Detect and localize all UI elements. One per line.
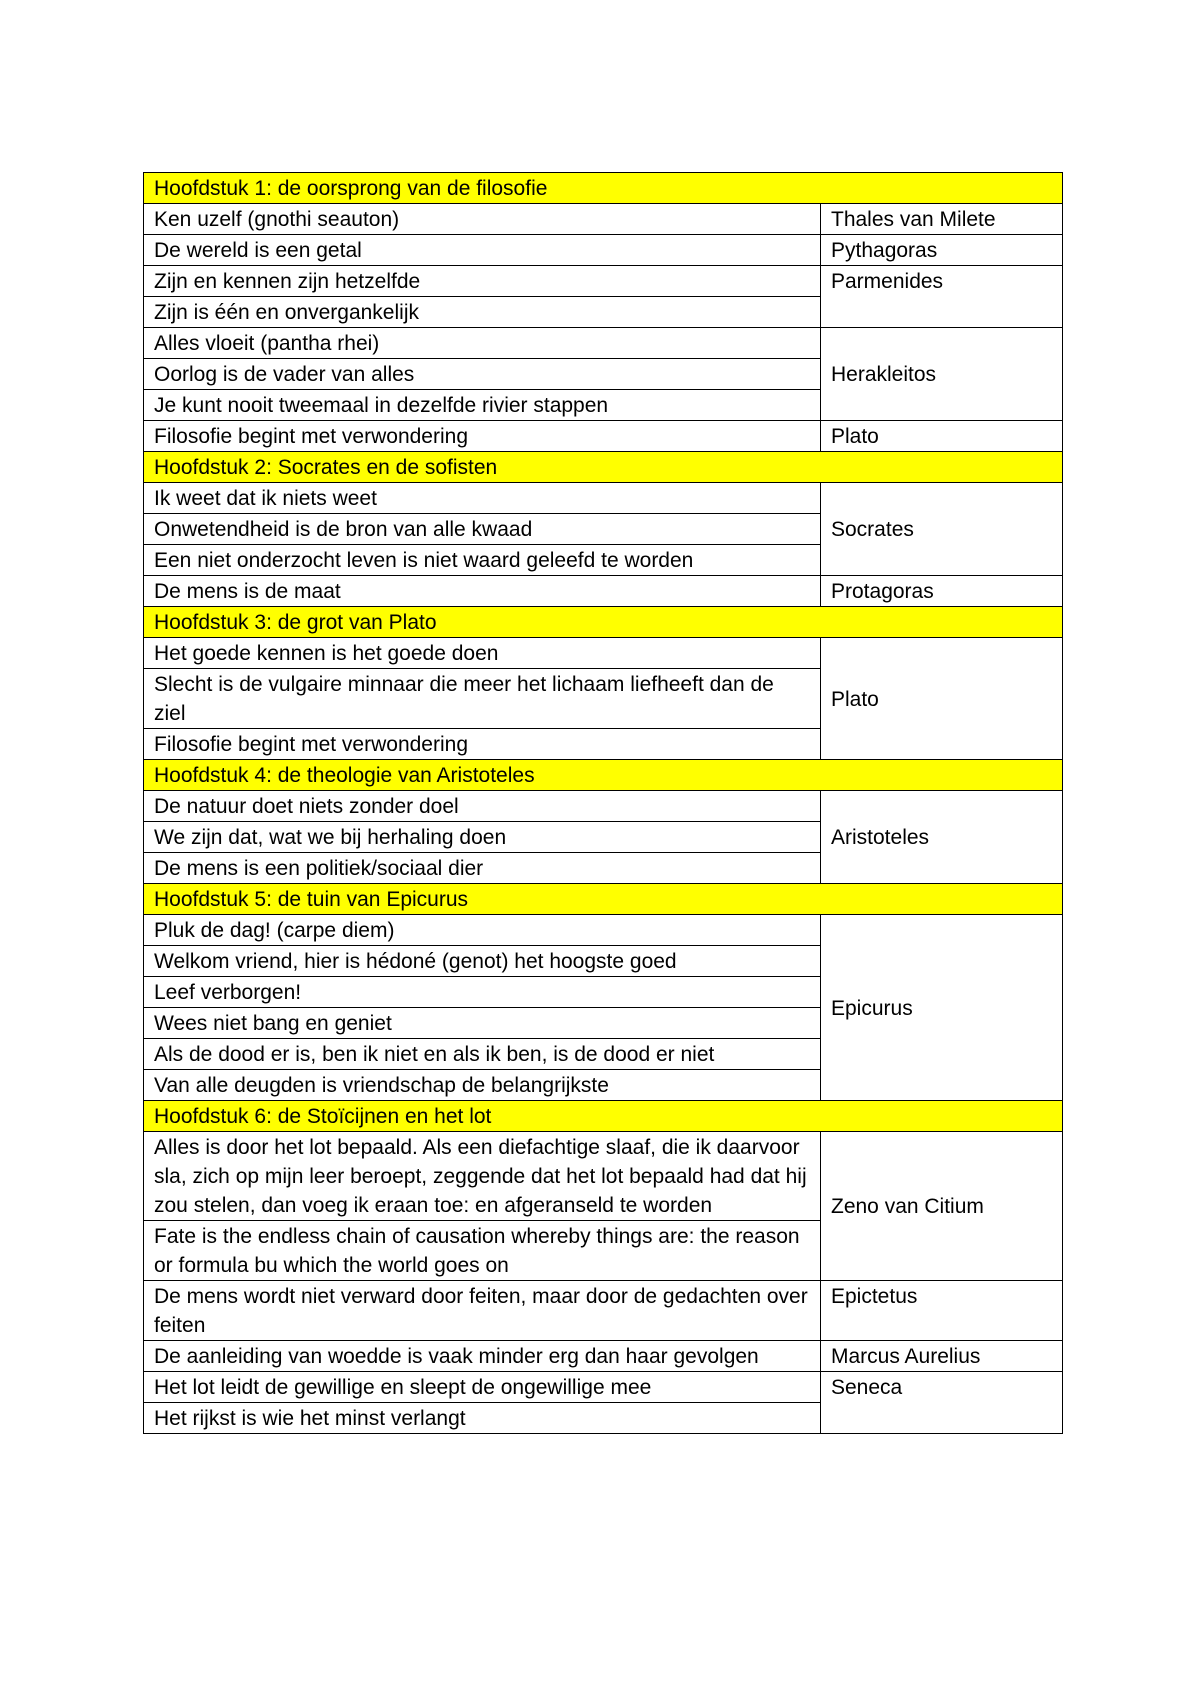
quote-cell: We zijn dat, wat we bij herhaling doen	[144, 822, 821, 853]
quote-cell: Wees niet bang en geniet	[144, 1008, 821, 1039]
chapter-header-row	[144, 452, 1063, 483]
quote-cell: Zijn is één en onvergankelijk	[144, 297, 821, 328]
quote-cell: Filosofie begint met verwondering	[144, 421, 821, 452]
table-row	[144, 791, 1063, 822]
quote-cell: Van alle deugden is vriendschap de belangrijkste	[144, 1070, 821, 1101]
table-body	[144, 173, 1063, 1434]
quote-cell: Ik weet dat ik niets weet	[144, 483, 821, 514]
quote-cell: De aanleiding van woedde is vaak minder erg dan haar gevolgen	[144, 1341, 821, 1372]
quote-cell: Onwetendheid is de bron van alle kwaad	[144, 514, 821, 545]
quote-cell: De natuur doet niets zonder doel	[144, 791, 821, 822]
author-cell: Marcus Aurelius	[821, 1341, 1063, 1372]
table-row	[144, 1372, 1063, 1403]
author-cell: Plato	[821, 421, 1063, 452]
quote-cell: Fate is the endless chain of causation whereby things are: the reason or formula bu which the world goes on	[144, 1221, 821, 1281]
quote-cell: Het rijkst is wie het minst verlangt	[144, 1403, 821, 1434]
author-cell: Thales van Milete	[821, 204, 1063, 235]
chapter-title: Hoofdstuk 5: de tuin van Epicurus	[144, 884, 1063, 915]
chapter-title: Hoofdstuk 1: de oorsprong van de filosofie	[144, 173, 1063, 204]
chapter-header-row	[144, 760, 1063, 791]
chapter-title: Hoofdstuk 4: de theologie van Aristoteles	[144, 760, 1063, 791]
quote-cell: Een niet onderzocht leven is niet waard geleefd te worden	[144, 545, 821, 576]
quote-cell: Alles vloeit (pantha rhei)	[144, 328, 821, 359]
author-cell: Seneca	[821, 1372, 1063, 1434]
table-row	[144, 204, 1063, 235]
quote-cell: Zijn en kennen zijn hetzelfde	[144, 266, 821, 297]
quote-cell: De wereld is een getal	[144, 235, 821, 266]
author-cell: Herakleitos	[821, 328, 1063, 421]
chapter-title: Hoofdstuk 2: Socrates en de sofisten	[144, 452, 1063, 483]
author-cell: Socrates	[821, 483, 1063, 576]
quote-cell: Je kunt nooit tweemaal in dezelfde rivier stappen	[144, 390, 821, 421]
table-row	[144, 1132, 1063, 1221]
author-cell: Aristoteles	[821, 791, 1063, 884]
table-row	[144, 235, 1063, 266]
table-row	[144, 328, 1063, 359]
table-row	[144, 638, 1063, 669]
quote-cell: Welkom vriend, hier is hédoné (genot) het hoogste goed	[144, 946, 821, 977]
chapter-header-row	[144, 884, 1063, 915]
quote-cell: Ken uzelf (gnothi seauton)	[144, 204, 821, 235]
philosophy-quotes-table	[143, 172, 1063, 1434]
quote-cell: Slecht is de vulgaire minnaar die meer het lichaam liefheeft dan de ziel	[144, 669, 821, 729]
author-cell: Protagoras	[821, 576, 1063, 607]
chapter-header-row	[144, 607, 1063, 638]
table-row	[144, 1341, 1063, 1372]
quote-cell: De mens is een politiek/sociaal dier	[144, 853, 821, 884]
table-row	[144, 576, 1063, 607]
table-row	[144, 483, 1063, 514]
chapter-title: Hoofdstuk 6: de Stoïcijnen en het lot	[144, 1101, 1063, 1132]
quote-cell: Alles is door het lot bepaald. Als een diefachtige slaaf, die ik daarvoor sla, zich op mijn leer beroept, zeggende dat het lot bepaald had dat hij zou stelen, dan voeg ik eraan toe: en afgeranseld te worden	[144, 1132, 821, 1221]
quote-cell: Filosofie begint met verwondering	[144, 729, 821, 760]
quote-cell: Pluk de dag! (carpe diem)	[144, 915, 821, 946]
quote-cell: Als de dood er is, ben ik niet en als ik ben, is de dood er niet	[144, 1039, 821, 1070]
author-cell: Parmenides	[821, 266, 1063, 328]
table-row	[144, 266, 1063, 297]
quote-cell: De mens is de maat	[144, 576, 821, 607]
author-cell: Epicurus	[821, 915, 1063, 1101]
author-cell: Epictetus	[821, 1281, 1063, 1341]
table-row	[144, 421, 1063, 452]
author-cell: Zeno van Citium	[821, 1132, 1063, 1281]
chapter-title: Hoofdstuk 3: de grot van Plato	[144, 607, 1063, 638]
author-cell: Pythagoras	[821, 235, 1063, 266]
quote-cell: Oorlog is de vader van alles	[144, 359, 821, 390]
author-cell: Plato	[821, 638, 1063, 760]
chapter-header-row	[144, 173, 1063, 204]
quote-cell: Het lot leidt de gewillige en sleept de ongewillige mee	[144, 1372, 821, 1403]
quote-cell: Het goede kennen is het goede doen	[144, 638, 821, 669]
table-row	[144, 1281, 1063, 1341]
quote-cell: De mens wordt niet verward door feiten, maar door de gedachten over feiten	[144, 1281, 821, 1341]
quote-cell: Leef verborgen!	[144, 977, 821, 1008]
chapter-header-row	[144, 1101, 1063, 1132]
table-row	[144, 915, 1063, 946]
